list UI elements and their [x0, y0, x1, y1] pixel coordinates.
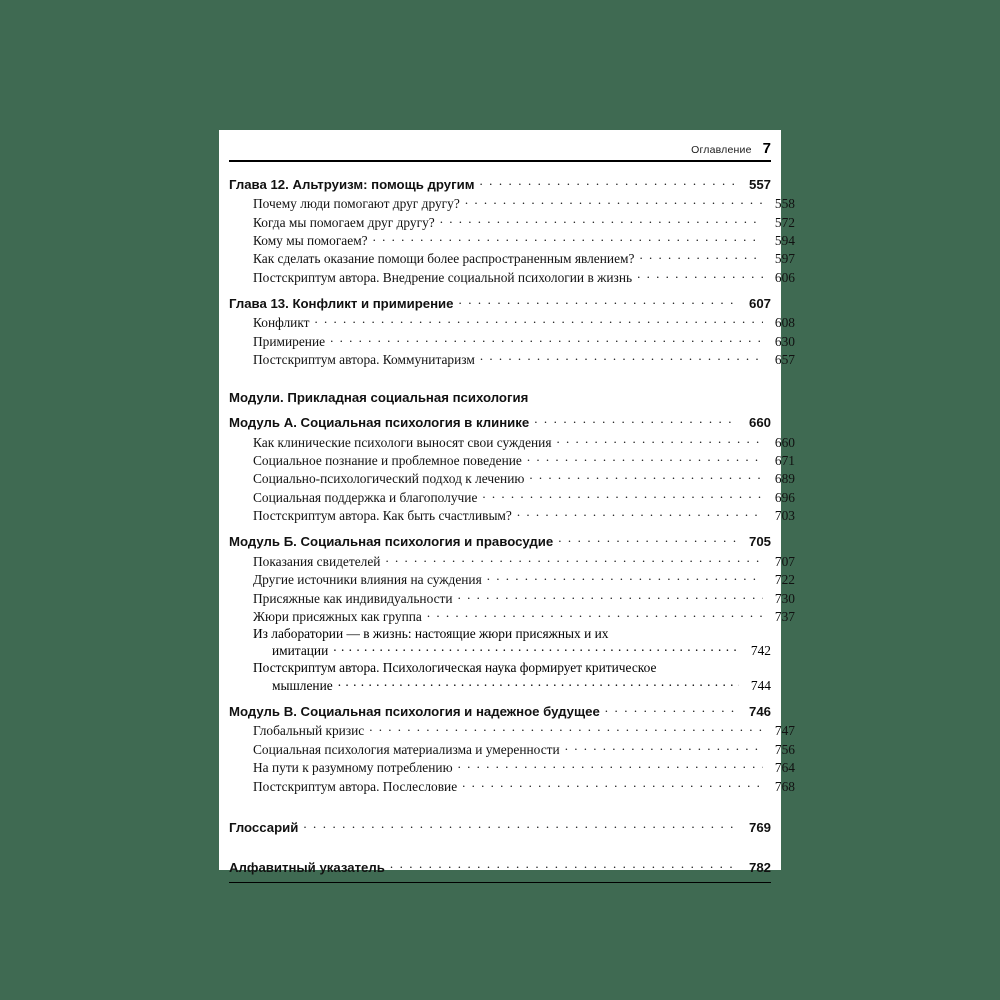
- toc-entry-label: Когда мы помогаем друг другу?: [253, 214, 435, 230]
- toc-entry[interactable]: [229, 859, 771, 875]
- toc-entry[interactable]: [229, 414, 771, 430]
- toc-entry[interactable]: [229, 470, 795, 487]
- toc-entry[interactable]: [229, 195, 795, 212]
- toc-entry-page: 607: [748, 295, 771, 311]
- toc-entry-page: 703: [774, 508, 795, 524]
- toc-entry[interactable]: [229, 351, 795, 368]
- toc-entry-page: 608: [774, 315, 795, 331]
- toc-entry-label: Глоссарий: [229, 819, 299, 835]
- toc-entry-label: Постскриптум автора. Внедрение социальной психологии в жизнь: [253, 269, 633, 285]
- toc-entry[interactable]: [229, 589, 795, 606]
- toc-entry-label: Социальная поддержка и благополучие: [253, 489, 478, 505]
- toc-entry-page: 722: [774, 572, 795, 588]
- toc-entry-page: 606: [774, 269, 795, 285]
- toc-entry[interactable]: [229, 232, 795, 249]
- toc-entry[interactable]: [229, 314, 795, 331]
- toc-entry-page: 597: [774, 251, 795, 267]
- toc-entry-page: 557: [748, 176, 771, 192]
- toc-leader-dots: [480, 351, 763, 364]
- toc-leader-dots: [557, 433, 763, 446]
- toc-leader-dots: [390, 859, 737, 872]
- toc-entry-label: Кому мы помогаем?: [253, 232, 368, 248]
- toc-leader-dots: [333, 642, 739, 655]
- toc-leader-dots: [440, 213, 763, 226]
- toc-leader-dots: [338, 676, 739, 689]
- toc-leader-dots: [462, 777, 763, 790]
- toc-entry-label: Постскриптум автора. Как быть счастливым?: [253, 508, 512, 524]
- toc-entry-label: Постскриптум автора. Послесловие: [253, 778, 458, 794]
- toc-entry-label: Социальное познание и проблемное поведение: [253, 453, 522, 469]
- toc-entry-page: 737: [774, 608, 795, 624]
- toc-leader-dots: [565, 740, 763, 753]
- toc-entry-page: 768: [774, 778, 795, 794]
- toc-entry[interactable]: [229, 660, 771, 693]
- toc-entry-page: 782: [748, 859, 771, 875]
- toc-entry[interactable]: [229, 250, 795, 267]
- toc-entry-page: 671: [774, 453, 795, 469]
- toc-leader-dots: [315, 314, 764, 327]
- toc-entry[interactable]: [229, 571, 795, 588]
- toc-leader-dots: [373, 232, 763, 245]
- toc-leader-dots: [458, 589, 763, 602]
- toc-entry[interactable]: [229, 703, 771, 719]
- toc-leader-dots: [639, 250, 763, 263]
- toc-entry-page: 746: [748, 703, 771, 719]
- toc-entry[interactable]: [229, 452, 795, 469]
- toc-entry[interactable]: [229, 176, 771, 192]
- toc-entry-label: Социально-психологический подход к лечению: [253, 471, 525, 487]
- running-head-page-number: 7: [762, 140, 771, 157]
- toc-leader-dots: [303, 819, 737, 832]
- toc-entry-page: 705: [748, 534, 771, 550]
- toc-leader-dots: [517, 507, 763, 520]
- toc-entry-page: 707: [774, 553, 795, 569]
- toc-entry[interactable]: [229, 533, 771, 549]
- toc-entry-label-cont: имитации: [272, 643, 329, 659]
- toc-leader-dots: [487, 571, 763, 584]
- toc-entry-page: 630: [774, 333, 795, 349]
- toc-leader-dots: [369, 722, 763, 735]
- toc-entry[interactable]: [229, 608, 795, 625]
- toc-entry[interactable]: [229, 722, 795, 739]
- toc-entry-label-cont: мышление: [272, 677, 333, 693]
- toc-entry-page: 764: [774, 760, 795, 776]
- toc-entry-label: Глобальный кризис: [253, 723, 365, 739]
- toc-entry-label: Глава 12. Альтруизм: помощь другим: [229, 176, 475, 192]
- toc-leader-dots: [482, 488, 763, 501]
- toc-leader-dots: [427, 608, 763, 621]
- toc-leader-dots: [385, 552, 763, 565]
- toc-entry-label: Другие источники влияния на суждения: [253, 572, 482, 588]
- toc-entry-page: 660: [748, 415, 771, 431]
- toc-entry-page: 696: [774, 489, 795, 505]
- toc-leader-dots: [479, 176, 737, 189]
- toc-leader-dots: [558, 533, 737, 546]
- toc-entry[interactable]: [229, 268, 795, 285]
- footer-rule: [229, 882, 771, 884]
- toc-entry[interactable]: [229, 626, 771, 659]
- toc-entry[interactable]: [229, 552, 795, 569]
- toc-entry-page: 660: [774, 434, 795, 450]
- toc-entry-page: 744: [750, 677, 771, 693]
- toc-entry[interactable]: [229, 332, 795, 349]
- toc-entry-label: Конфликт: [253, 315, 310, 331]
- toc-entry-label: Присяжные как индивидуальности: [253, 590, 453, 606]
- toc-entry[interactable]: [229, 213, 795, 230]
- toc-entry[interactable]: [229, 433, 795, 450]
- running-head: [219, 130, 781, 157]
- toc-entry-label: Алфавитный указатель: [229, 859, 385, 875]
- toc-entry-label: На пути к разумному потреблению: [253, 760, 453, 776]
- toc-entry[interactable]: [229, 777, 795, 794]
- toc-entry-label: Как клинические психологи выносят свои суждения: [253, 434, 552, 450]
- toc-entry[interactable]: [229, 759, 795, 776]
- toc-entry-label: Примирение: [253, 333, 326, 349]
- toc-entry-label: Постскриптум автора. Психологическая наука формирует критическое: [253, 660, 657, 676]
- toc-leader-dots: [459, 295, 737, 308]
- toc-leader-dots: [534, 414, 737, 427]
- toc-entry-label: Почему люди помогают друг другу?: [253, 196, 460, 212]
- toc-leader-dots: [458, 759, 763, 772]
- toc-entry-page: 730: [774, 590, 795, 606]
- toc-entry-label: Постскриптум автора. Коммунитаризм: [253, 352, 475, 368]
- book-page: [219, 130, 795, 875]
- toc-entry[interactable]: [229, 488, 795, 505]
- toc-entry-page: 747: [774, 723, 795, 739]
- toc-group-title: Модули. Прикладная социальная психология: [229, 390, 529, 406]
- toc-entry[interactable]: [229, 507, 795, 524]
- running-head-title: Оглавление: [691, 144, 752, 156]
- table-of-contents: [219, 162, 795, 884]
- toc-leader-dots: [529, 470, 763, 483]
- toc-entry-label: Глава 13. Конфликт и примирение: [229, 295, 454, 311]
- toc-entry-label: Жюри присяжных как группа: [253, 608, 422, 624]
- toc-entry-label: Модуль Б. Социальная психология и правосудие: [229, 534, 554, 550]
- toc-entry-label: Из лаборатории — в жизнь: настоящие жюри присяжных и их: [253, 625, 609, 641]
- toc-entry-label: Модуль А. Социальная психология в клинике: [229, 415, 530, 431]
- toc-entry-page: 756: [774, 741, 795, 757]
- toc-leader-dots: [527, 452, 763, 465]
- toc-entry-page: 742: [750, 643, 771, 659]
- toc-entry-label: Показания свидетелей: [253, 553, 381, 569]
- toc-entry-label: Как сделать оказание помощи более распространенным явлением?: [253, 251, 635, 267]
- toc-entry-page: 558: [774, 196, 795, 212]
- toc-leader-dots: [605, 703, 737, 716]
- toc-leader-dots: [330, 332, 763, 345]
- toc-entry-page: 769: [748, 819, 771, 835]
- toc-entry[interactable]: [229, 819, 771, 835]
- toc-entry-page: 657: [774, 352, 795, 368]
- toc-leader-dots: [465, 195, 763, 208]
- toc-entry[interactable]: [229, 295, 771, 311]
- toc-entry-page: 689: [774, 471, 795, 487]
- toc-entry-page: 594: [774, 232, 795, 248]
- toc-entry[interactable]: [229, 740, 795, 757]
- toc-leader-dots: [637, 268, 763, 281]
- toc-entry-label: Модуль В. Социальная психология и надежное будущее: [229, 703, 600, 719]
- toc-entry-page: 572: [774, 214, 795, 230]
- toc-entry-label: Социальная психология материализма и умеренности: [253, 741, 560, 757]
